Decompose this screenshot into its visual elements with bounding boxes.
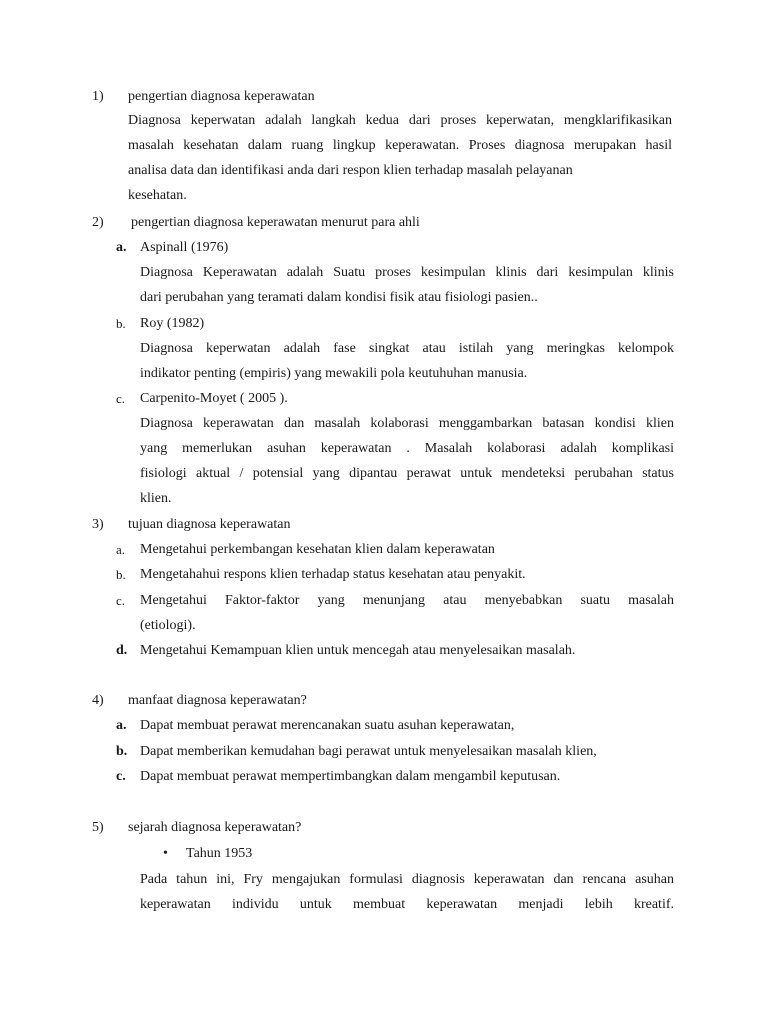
section-title: sejarah diagnosa keperawatan? xyxy=(128,820,302,835)
list-item: Dapat membuat perawat mempertimbangkan dalam mengambil keputusan. xyxy=(140,769,561,784)
body-line: klien. xyxy=(140,491,172,506)
section-title: tujuan diagnosa keperawatan xyxy=(128,517,291,532)
list-item: Dapat membuat perawat merencanakan suatu asuhan keperawatan, xyxy=(140,718,515,733)
body-line: analisa data dan identifikasi anda dari respon klien terhadap masalah pelayanan xyxy=(128,163,573,178)
list-marker: b. xyxy=(116,316,126,331)
section-number: 2) xyxy=(92,215,104,230)
section-title: pengertian diagnosa keperawatan menurut para ahli xyxy=(131,215,420,230)
expert-name: Roy (1982) xyxy=(140,316,205,331)
list-item: Tahun 1953 xyxy=(186,846,253,861)
body-line: Pada tahun ini, Fry mengajukan formulasi diagnosis keperawatan dan rencana asuhan xyxy=(140,872,674,887)
section-number: 3) xyxy=(92,517,104,532)
list-marker: c. xyxy=(116,769,126,784)
body-line: masalah kesehatan dalam ruang lingkup keperawatan. Proses diagnosa merupakan hasil xyxy=(128,138,672,153)
section-number: 5) xyxy=(92,820,104,835)
list-marker: a. xyxy=(116,542,126,557)
section-title: pengertian diagnosa keperawatan xyxy=(128,89,315,104)
section-title: manfaat diagnosa keperawatan? xyxy=(128,693,307,708)
body-line: Diagnosa keperawatan dan masalah kolaborasi menggambarkan batasan kondisi klien xyxy=(140,416,674,431)
body-line: yang memerlukan asuhan keperawatan . Masalah kolaborasi adalah komplikasi xyxy=(140,441,674,456)
body-line: Mengetahui Faktor-faktor yang menunjang atau menyebabkan suatu masalah xyxy=(140,593,674,608)
list-marker: b. xyxy=(116,744,128,759)
expert-name: Carpenito-Moyet ( 2005 ). xyxy=(140,391,288,406)
list-marker: a. xyxy=(116,240,127,255)
body-line: kesehatan. xyxy=(128,188,187,203)
body-line: fisiologi aktual / potensial yang dipantau perawat untuk mendeteksi perubahan status xyxy=(140,466,674,481)
list-marker: d. xyxy=(116,643,128,658)
body-line: keperawatan individu untuk membuat keperawatan menjadi lebih kreatif. xyxy=(140,897,674,912)
body-line: (etiologi). xyxy=(140,618,196,633)
body-line: Diagnosa keperwatan adalah langkah kedua dari proses keperwatan, mengklarifikasikan xyxy=(128,113,672,128)
bullet-icon: • xyxy=(163,846,168,861)
section-number: 4) xyxy=(92,693,104,708)
list-item: Mengetahahui respons klien terhadap status kesehatan atau penyakit. xyxy=(140,567,526,582)
expert-name: Aspinall (1976) xyxy=(140,240,229,255)
list-item: Mengetahui perkembangan kesehatan klien dalam keperawatan xyxy=(140,542,495,557)
list-item: Dapat memberikan kemudahan bagi perawat untuk menyelesaikan masalah klien, xyxy=(140,744,597,759)
list-marker: c. xyxy=(116,593,126,608)
list-marker: c. xyxy=(116,391,126,406)
list-item: Mengetahui Kemampuan klien untuk mencegah atau menyelesaikan masalah. xyxy=(140,643,576,658)
section-number: 1) xyxy=(92,89,104,104)
body-line: Diagnosa keperwatan adalah fase singkat atau istilah yang meringkas kelompok xyxy=(140,341,674,356)
list-marker: b. xyxy=(116,567,126,582)
body-line: dari perubahan yang teramati dalam kondisi fisik atau fisiologi pasien.. xyxy=(140,290,538,305)
body-line: Diagnosa Keperawatan adalah Suatu proses kesimpulan klinis dari kesimpulan klinis xyxy=(140,265,674,280)
list-marker: a. xyxy=(116,718,127,733)
body-line: indikator penting (empiris) yang mewakili pola keutuhuhan manusia. xyxy=(140,366,528,381)
